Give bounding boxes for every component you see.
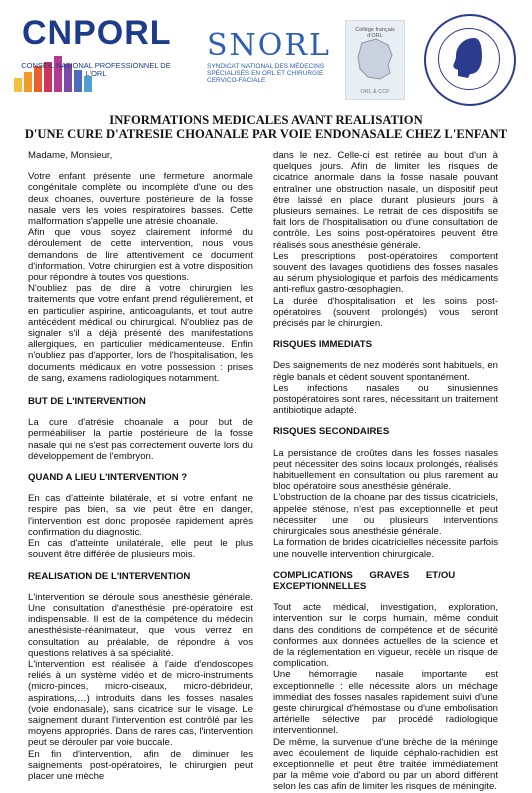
right-column [273, 150, 498, 793]
secondaires-paragraph-2: L'obstruction de la choane par des tissus cicatriciels, appelée sténose, n'est pas exceptionnelle et peut nécessiter une ou plusieurs interventions chirurgicales sous anesthésie générale. [273, 492, 498, 538]
intro-paragraph-2: Afin que vous soyez clairement informé du déroulement de cette intervention, nous vous demandons de lire attentivement ce document d'information. Votre chirurgien est à votre disposition pour répondre à toutes vos questions. [28, 227, 253, 284]
complications-paragraph-1: Tout acte médical, investigation, exploration, intervention sur le corps humain, même conduit dans des conditions de compétence et de sécurité conformes aux données actuelles de la science et de la réglementation en vigueur, recèle un risque de complication. [273, 602, 498, 670]
complications-paragraph-3: De même, la survenue d'une brèche de la méninge avec écoulement de liquide céphalo-rachidien est exceptionnelle et peut être traitée immédiatement par la même voie d'abord ou par un abord différent selon les cas afin de limiter les risques de méningite. [273, 736, 498, 793]
realisation-paragraph-3: En fin d'intervention, afin de diminuer les saignements post-opératoires, le chirurgien peut placer une mèche [28, 748, 253, 782]
left-column [28, 150, 253, 782]
snorl-subtitle: SYNDICAT NATIONAL DES MÉDECINS SPÉCIALISÉS EN ORL ET CHIRURGIE CERVICO-FACIALE [207, 63, 325, 85]
quand-paragraph-2: En cas d'atteinte unilatérale, elle peut le plus souvent être différée de plusieurs mois. [28, 538, 253, 561]
college-footer: ORL & CCF [360, 89, 390, 95]
section-heading-realisation: REALISATION DE L'INTERVENTION [28, 570, 191, 582]
section-heading-complications: COMPLICATIONS GRAVES ET/OU EXCEPTIONNELLES [273, 569, 456, 592]
quand-paragraph-1: En cas d'atteinte bilatérale, et si votre enfant ne respire pas bien, sa vie peut être en danger, l'intervention est donc proposée rapidement après confirmation du diagnostic. [28, 493, 253, 538]
continuation-paragraph-2: Les prescriptions post-opératoires comportent souvent des lavages quotidiens des fosses nasales au sérum physiologique et parfois des médicaments anti-reflux gastro-œsophagien. [273, 250, 498, 296]
societe-logo [424, 14, 516, 106]
continuation-paragraph-1: dans le nez. Celle-ci est retirée au bout d'un à quelques jours. Afin de limiter les risques de cicatrice anormale dans la fosse nasale pouvant entraîner une obstruction nasale, un dispositif peut être laissé en place durant plusieurs jours à plusieurs semaines. Le retrait de ces dispositifs se fait lors de l'hospitalisation ou d'une consultation de contrôle. Les soins post-opératoires peuvent être réalisés sous anesthésie générale. [273, 150, 498, 251]
cnporl-subtitle: CONSEIL NATIONAL PROFESSIONNEL DE L'ORL [21, 61, 171, 79]
college-caption: Collège français d'ORL [355, 27, 395, 39]
section-heading-but: BUT DE L'INTERVENTION [28, 396, 146, 408]
realisation-paragraph-1: L'intervention se déroule sous anesthésie générale. Une consultation d'anesthésie pré-opératoire est indispensable. Il est de la compétence du médecin anesthésiste-réanimateur, que vous verrez en consultation au préalable, de répondre à vos questions relatives à sa spécialité. [28, 591, 253, 659]
continuation-paragraph-3: La durée d'hospitalisation et les soins post-opératoires (souvent prolongés) vous seront précisés par le chirurgien. [273, 295, 498, 330]
intro-paragraph-3: N'oubliez pas de dire à votre chirurgien les traitements que votre enfant prend régulièrement, et en particulier aspirine, anticoagulants, et tout autre antécédent médical ou chirurgical. N'oubliez pas de signaler s'il a déjà présenté des manifestations allergiques, en particulier médicamenteuse. Enfin n'oubliez pas d'apporter, lors de l'hospitalisation, les documents médicaux en votre possession : prises de sang, examens radiologiques notamment. [28, 283, 253, 384]
title-line-2: D'UNE CURE D'ATRESIE CHOANALE PAR VOIE ENDONASALE CHEZ L'ENFANT [24, 127, 508, 141]
intro-paragraph-1: Votre enfant présente une fermeture anormale congénitale complète ou incomplète d'une ou des deux choanes, ouverture postérieure de la fosse nasale vers les voies respiratoires basses. Cette malformation s'appelle une atrésie choanale. [28, 171, 253, 228]
section-heading-risques-immediats: RISQUES IMMEDIATS [273, 339, 372, 351]
snorl-title: SNORL [207, 28, 331, 63]
section-heading-risques-secondaires: RISQUES SECONDAIRES [273, 426, 390, 438]
secondaires-paragraph-3: La formation de brides cicatricielles nécessite parfois une nouvelle intervention chirurgicale. [273, 537, 498, 560]
greeting: Madame, Monsieur, [28, 150, 113, 161]
section-heading-quand: QUAND A LIEU L'INTERVENTION ? [28, 472, 188, 484]
title-line-1: INFORMATIONS MEDICALES AVANT REALISATION [109, 113, 423, 127]
cnporl-logo [8, 10, 172, 102]
snorl-logo [207, 28, 331, 88]
logo-banner [0, 0, 532, 106]
profile-head-icon [446, 34, 490, 82]
document-title [0, 113, 532, 141]
immediats-paragraph-2: Les infections nasales ou sinusiennes postopératoires sont rares, nécessitant un traitement antibiotique adapté. [273, 382, 498, 417]
secondaires-paragraph-1: La persistance de croûtes dans les fosses nasales peut nécessiter des soins locaux prolongés, réalisés habituellement en consultation ou plus rarement au bloc opératoire sous anesthésie générale. [273, 447, 498, 493]
immediats-paragraph-1: Des saignements de nez modérés sont habituels, en règle banals et cèdent souvent spontanément. [273, 360, 498, 383]
cnporl-title: CNPORL [22, 14, 172, 52]
college-logo [345, 20, 405, 100]
realisation-paragraph-2: L'intervention est réalisée à l'aide d'endoscopes reliés à un système vidéo et de micro-instruments (micro-pinces, micro-ciseaux, micro-débrideur, aspirations,…) introduits dans les fosses nasales (voie endonasale), sans cicatrice sur le visage. Le saignement durant l'intervention est contrôlé par les moyens appropriés. Dans de rares cas, l'intervention peut se dérouler par voie buccale. [28, 658, 253, 749]
france-map-icon [354, 37, 396, 81]
but-paragraph: La cure d'atrésie choanale a pour but de perméabiliser la partie postérieure de la fosse nasale qui ne s'est pas correctement ouverte lors du développement de l'embryon. [28, 417, 253, 462]
complications-paragraph-2: Une hémorragie nasale importante est exceptionnelle : elle nécessite alors un méchage immédiat des fosses nasales rapidement suivi d'une geste chirurgical d'hémostase ou d'une embolisation artérielle sélective par procédé radiologique interventionnel. [273, 669, 498, 737]
